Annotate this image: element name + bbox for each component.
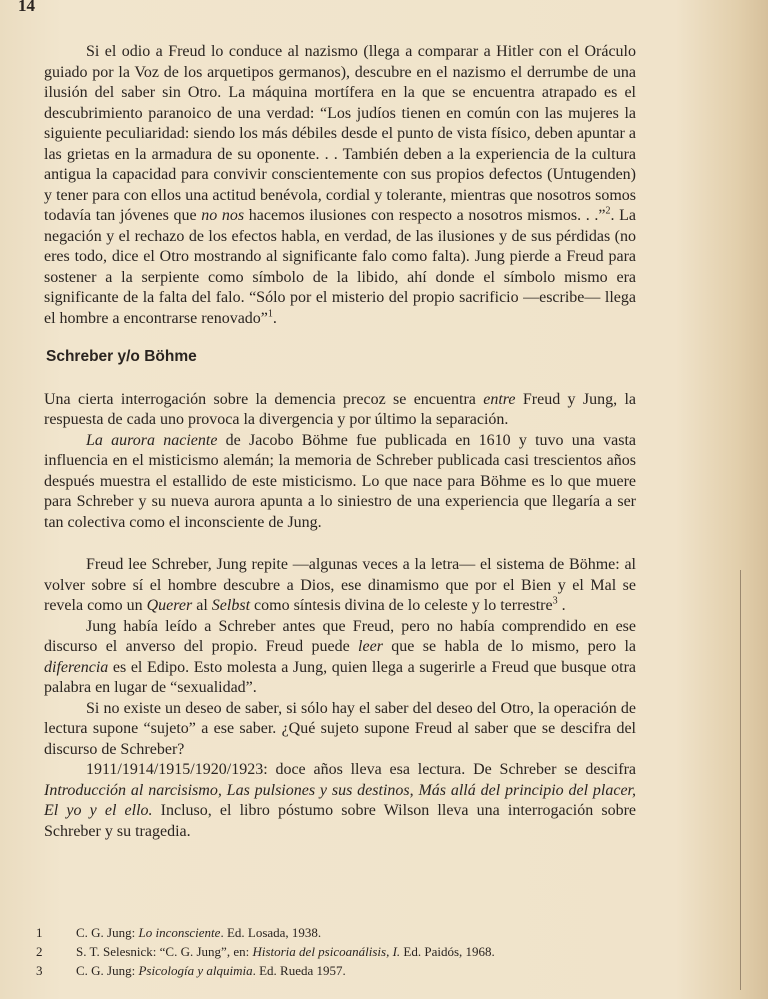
footnotes xyxy=(36,923,626,980)
paragraph-interrogacion xyxy=(44,390,636,431)
text-run: S. T. Selesnick: “C. G. Jung”, en: xyxy=(76,944,253,959)
italic-text: Psicología y alquimia xyxy=(138,963,253,978)
footnote-number: 2 xyxy=(36,944,43,959)
footnote-2 xyxy=(36,942,626,961)
text-run: Una cierta interrogación sobre la demencia precoz se encuentra xyxy=(44,390,484,408)
text-run: es el Edipo. Esto molesta a Jung, quien llega a sugerirle a Freud que busque otra palabra en lugar de “sexualidad”. xyxy=(44,658,636,696)
footnote-text xyxy=(76,942,626,961)
footnote-text xyxy=(76,923,626,942)
text-run: Ed. Paidós, 1968. xyxy=(400,944,495,959)
paragraph-deseo-saber: Si no existe un deseo de saber, si sólo hay el saber del deseo del Otro, la operación de lectura supone “sujeto” a ese saber. ¿Qué sujeto supone Freud al saber que se descifra del discurso de Schreber? xyxy=(44,699,636,758)
paragraph-freud-nazismo xyxy=(44,42,636,329)
text-run: . La negación y el rechazo de los efectos habla, en verdad, de las ilusiones y de sus pérdidas (no eres todo, dice el Otro mostrando al significante falo como falta). Jung pierde a Freud para sostener a la serpiente como símbolo de la libido, ahí donde el símbolo mismo era significante de la falta del falo. “Sólo por el misterio del propio sacrificio —escribe— llega el hombre a encontrarse renovado” xyxy=(44,207,637,327)
text-run: C. G. Jung: xyxy=(76,963,139,978)
italic-text: Selbst xyxy=(211,597,251,614)
body-text xyxy=(44,42,636,842)
italic-text: leer xyxy=(358,638,383,655)
italic-text: Historia del psicoanálisis, I. xyxy=(252,944,401,959)
italic-text: Lo inconsciente xyxy=(138,925,221,940)
italic-text: La aurora naciente xyxy=(86,431,218,449)
footnote-text xyxy=(76,961,626,980)
section-heading: Schreber y/o Böhme xyxy=(46,348,197,365)
text-run: Incluso, el libro póstumo sobre Wilson lleva una interrogación sobre Schreber y su tragedia. xyxy=(44,802,637,840)
text-run: 1911/1914/1915/1920/1923: doce años lleva esa lectura. De Schreber se descifra xyxy=(86,761,636,778)
footnote-3 xyxy=(36,961,626,980)
italic-text: Introducción al narcisismo, Las pulsiones y sus destinos, Más allá del principio del placer, El yo y el ello. xyxy=(44,781,636,819)
footnote-ref-1: 1 xyxy=(267,308,273,320)
text-run: C. G. Jung: xyxy=(76,925,139,940)
page-edge-divider xyxy=(740,570,741,990)
italic-text: diferencia xyxy=(44,658,109,676)
paragraph-freud-lee xyxy=(44,555,636,617)
footnote-1 xyxy=(36,923,626,942)
text-run: . Ed. Losada, 1938. xyxy=(220,925,322,940)
text-run: de Jacobo Böhme fue publicada en 1610 y tuvo una vasta influencia en el misticismo alemán; la memoria de Schreber publicada casi trescientos años después muestra el estallido de este misticismo. Lo que nace para Böhme es lo que muere para Schreber y su nueva aurora apunta a lo siniestro de una experiencia que llegaría a ser tan colectiva como el inconsciente de Jung. xyxy=(44,431,636,531)
text-run: Freud y Jung, la respuesta de cada uno provoca la divergencia y por último la separación. xyxy=(44,390,636,428)
page-number: 14 xyxy=(18,0,35,15)
footnote-number: 1 xyxy=(36,925,43,940)
italic-text: no nos xyxy=(201,207,245,224)
text-run: . xyxy=(272,309,277,327)
text-run: . Ed. Rueda 1957. xyxy=(252,963,346,978)
paragraph-aurora xyxy=(44,431,636,534)
text-run: Si el odio a Freud lo conduce al nazismo (llega a comparar a Hitler con el Oráculo guiado por la Voz de los arquetipos germanos), descubre en el nazismo el derrumbe de una ilusión del saber sin Otro. La máquina mortífera en la que se encuentra atrapado es el descubrimiento paranoico de una verdad: “Los judíos tienen en común con las mujeres la siguiente peculiaridad: siendo los más débiles desde el punto de vista físico, deben apuntar a las grietas en la armadura de su oponente. . . También deben a la experiencia de la cultura antigua la capacidad para convivir conscientemente con sus propios defectos (Untugenden) y tener para con ellos una actitud benévola, cordial y tolerante, mientras que nosotros somos todavía tan jóvenes que xyxy=(44,43,636,224)
italic-text: Querer xyxy=(146,597,193,614)
paragraph-jung-leido xyxy=(44,617,636,699)
text-run: hacemos ilusiones con respecto a nosotros mismos. . .” xyxy=(244,207,606,224)
footnote-number: 3 xyxy=(36,963,43,978)
footnote-ref-2: 2 xyxy=(605,205,611,217)
text-run: Jung había leído a Schreber antes que Freud, pero no había comprendido en ese discurso el anverso del propio. Freud puede xyxy=(44,617,636,655)
text-run: al xyxy=(192,597,212,614)
paragraph-lectura xyxy=(44,760,636,842)
italic-text: entre xyxy=(483,390,516,408)
text-run: que se habla de lo mismo, pero la xyxy=(382,638,637,655)
text-run: como síntesis divina de lo celeste y lo terrestre xyxy=(250,597,553,614)
text-run: . xyxy=(557,597,566,614)
text-run: Freud lee Schreber, Jung repite —algunas veces a la letra— el sistema de Böhme: al volver sobre sí el hombre descubre a Dios, ese dinamismo que por el Bien y el Mal se revela como un xyxy=(44,556,636,614)
footnote-ref-3: 3 xyxy=(552,595,558,607)
